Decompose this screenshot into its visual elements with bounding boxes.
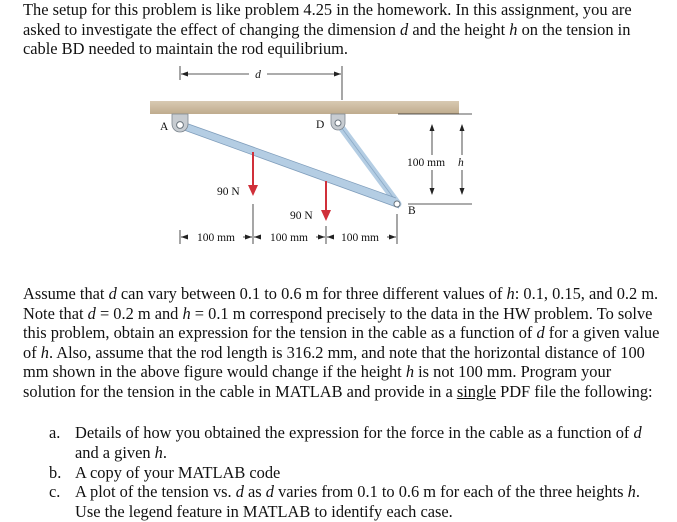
dim-label-3: 100 mm	[340, 232, 380, 244]
load-left-label: 90 N	[217, 186, 240, 198]
intro-paragraph: The setup for this problem is like problem 4.25 in the homework. In this assignment, you are asked to investigate the effect of changing the dimension d and the height h on the tension in cable BD needed to maintain the rod equilibrium.	[23, 0, 632, 59]
list-text-c: A plot of the tension vs. d as d varies from 0.1 to 0.6 m for each of the three heights h. Use the legend feature in MATLAB to identify each case.	[75, 482, 640, 521]
list-text-a: Details of how you obtained the expression for the force in the cable as a function of d and a given h.	[75, 423, 642, 462]
pin-a	[172, 114, 188, 132]
list-label-b: b.	[49, 463, 62, 482]
pin-b	[394, 201, 400, 207]
load-arrow-middle	[321, 181, 331, 221]
dimension-height	[398, 114, 472, 204]
label-height-100mm: 100 mm	[407, 157, 446, 169]
list-label-c: c.	[49, 482, 61, 501]
label-d-point: D	[316, 119, 325, 131]
horizontal-dimensions	[180, 204, 397, 244]
dimension-d	[180, 66, 342, 100]
label-d: d	[255, 69, 261, 81]
dim-label-2: 100 mm	[269, 232, 309, 244]
list-label-a: a.	[49, 423, 61, 442]
pin-d	[331, 114, 345, 130]
load-middle-label: 90 N	[290, 210, 313, 222]
label-a: A	[160, 121, 169, 133]
assignment-paragraph: Assume that d can vary between 0.1 to 0.6 m for three different values of h: 0.1, 0.15, and 0.2 m. Note that d = 0.2 m and h = 0.1 m correspond precisely to the data in the HW problem. To solve this problem, obtain an expression for the tension in the cable as a function of d for a given value of h. Also, assume that the rod length is 316.2 mm, and note that the horizontal distance of 100 mm shown in the above figure would change if the height h is not 100 mm. Program your solution for the tension in the cable in MATLAB and provide in a single PDF file the following:	[23, 284, 660, 401]
dim-label-1: 100 mm	[196, 232, 236, 244]
label-b: B	[408, 205, 416, 217]
load-arrow-left	[248, 152, 258, 196]
list-text-b: A copy of your MATLAB code	[75, 463, 281, 482]
label-h: h	[458, 157, 464, 169]
